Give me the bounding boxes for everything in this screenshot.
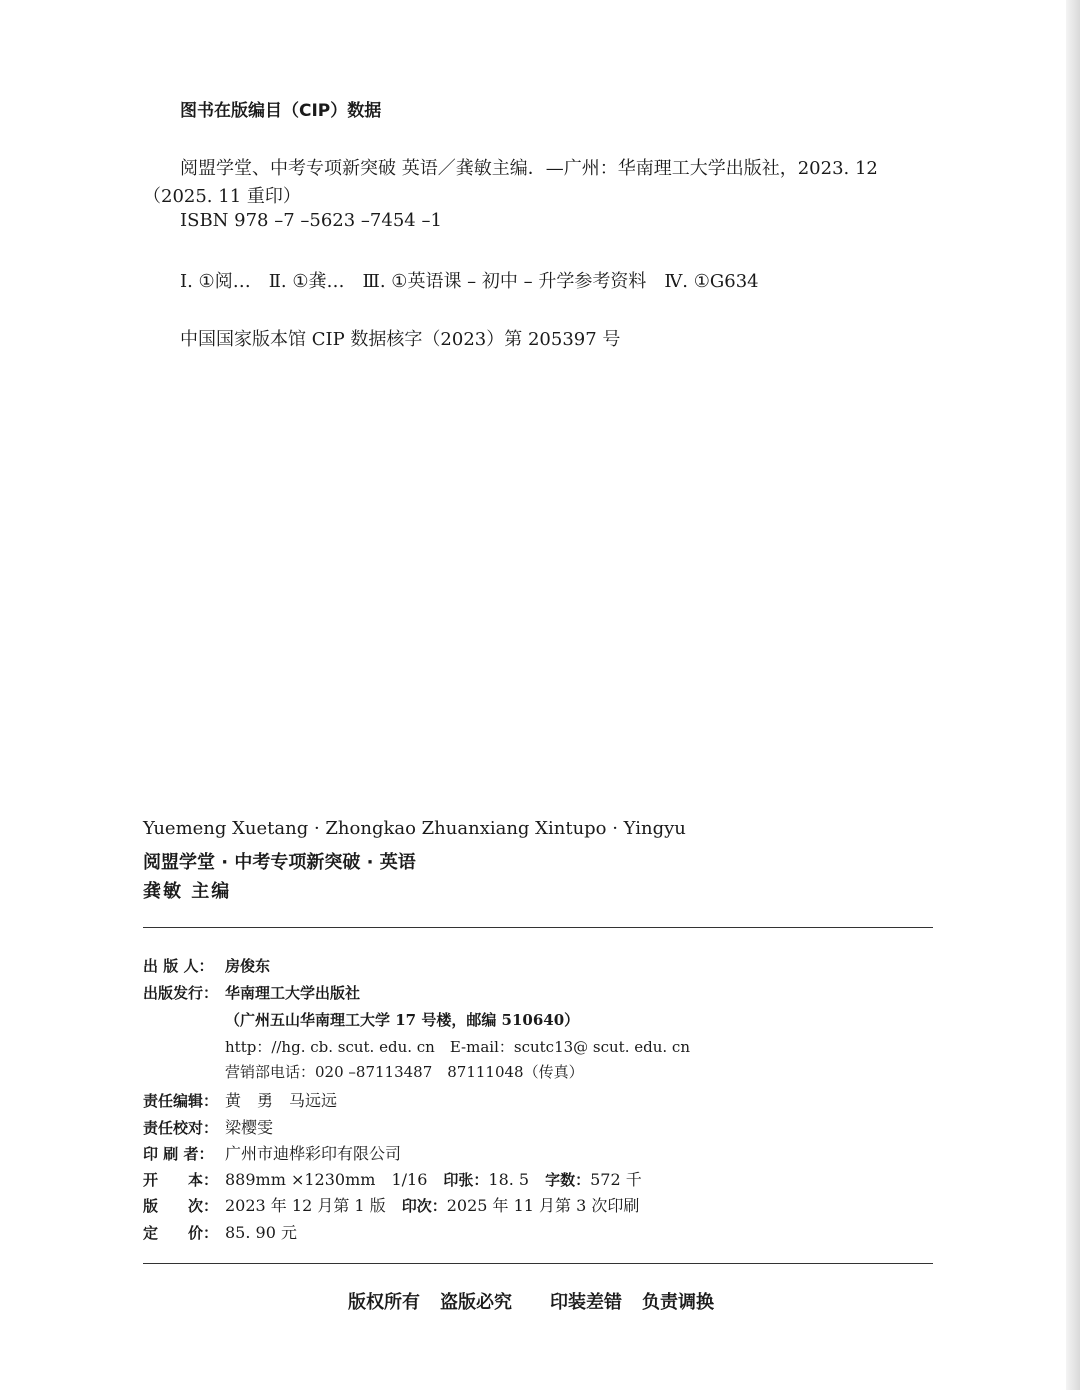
- cip-heading: 图书在版编目（CIP）数据: [180, 101, 382, 121]
- cip-approval-number: 中国国家版本馆 CIP 数据核字（2023）第 205397 号: [180, 329, 621, 350]
- editors-label: 责任编辑：: [143, 1092, 219, 1110]
- footer-misprint: 印装差错: [550, 1292, 622, 1313]
- format-label: 开 本：: [143, 1171, 219, 1189]
- distributor-row: [143, 982, 360, 1003]
- wordcount-label: 字数：: [545, 1171, 591, 1189]
- sheets-value: 18. 5: [488, 1170, 546, 1189]
- publisher-person-label: 出 版 人：: [143, 957, 214, 975]
- sales-phone-row: 营销部电话：020 –87113487 87111048（传真）: [225, 1063, 584, 1081]
- price-label: 定 价：: [143, 1224, 219, 1242]
- format-row: [143, 1167, 642, 1190]
- cip-title-line: 阅盟学堂、中考专项新突破 英语／龚敏主编．—广州：华南理工大学出版社，2023. 12: [180, 158, 878, 179]
- price-row: [143, 1220, 297, 1243]
- wordcount-value: 572 千: [590, 1170, 642, 1189]
- editors-row: [143, 1088, 337, 1111]
- edition-value: [225, 1193, 639, 1216]
- divider-top: [143, 927, 933, 928]
- divider-bottom: [143, 1263, 933, 1264]
- address-row: （广州五山华南理工大学 17 号楼，邮编 510640）: [225, 1011, 580, 1029]
- copyright-footer: [348, 1288, 714, 1314]
- format-value: [225, 1167, 642, 1190]
- editors-value: 黄 勇 马远远: [225, 1091, 338, 1110]
- web-email-row: http：//hg. cb. scut. edu. cn E-mail：scutc13@ scut. edu. cn: [225, 1038, 690, 1056]
- cip-isbn: ISBN 978 –7 –5623 –7454 –1: [180, 210, 442, 231]
- edition-label: 版 次：: [143, 1197, 219, 1215]
- edition-date: 2023 年 12 月第 1 版: [225, 1196, 402, 1215]
- proofreader-label: 责任校对：: [143, 1119, 219, 1137]
- book-editor: 龚敏 主编: [143, 881, 232, 902]
- printer-row: [143, 1141, 401, 1164]
- book-english-title: Yuemeng Xuetang · Zhongkao Zhuanxiang Xintupo · Yingyu: [143, 818, 686, 839]
- sheets-label: 印张：: [443, 1171, 489, 1189]
- printer-label: 印 刷 者：: [143, 1145, 214, 1163]
- distributor-label: 出版发行：: [143, 984, 219, 1002]
- printing-value: 2025 年 11 月第 3 次印刷: [446, 1196, 640, 1215]
- edition-row: [143, 1193, 639, 1216]
- format-size: 889mm ×1230mm 1/16: [225, 1170, 444, 1189]
- footer-exchange: 负责调换: [642, 1292, 714, 1313]
- proofreader-row: [143, 1115, 273, 1138]
- publisher-person-row: [143, 955, 270, 976]
- distributor-value: 华南理工大学出版社: [225, 984, 361, 1002]
- printing-label: 印次：: [401, 1197, 447, 1215]
- proofreader-value: 梁樱雯: [225, 1118, 274, 1137]
- book-chinese-title: 阅盟学堂 · 中考专项新突破 · 英语: [143, 852, 416, 873]
- price-value: 85. 90 元: [225, 1223, 297, 1242]
- printer-value: 广州市迪桦彩印有限公司: [225, 1144, 402, 1163]
- footer-piracy: 盗版必究: [440, 1292, 512, 1313]
- cip-classification: Ⅰ. ①阅… Ⅱ. ①龚… Ⅲ. ①英语课 – 初中 – 升学参考资料 Ⅳ. ①G634: [180, 271, 759, 292]
- cip-reprint-note: （2025. 11 重印）: [143, 186, 301, 207]
- publisher-person-value: 房俊东: [225, 957, 271, 975]
- footer-copyright: 版权所有: [348, 1292, 420, 1313]
- page-edge-shadow: [1066, 0, 1080, 1390]
